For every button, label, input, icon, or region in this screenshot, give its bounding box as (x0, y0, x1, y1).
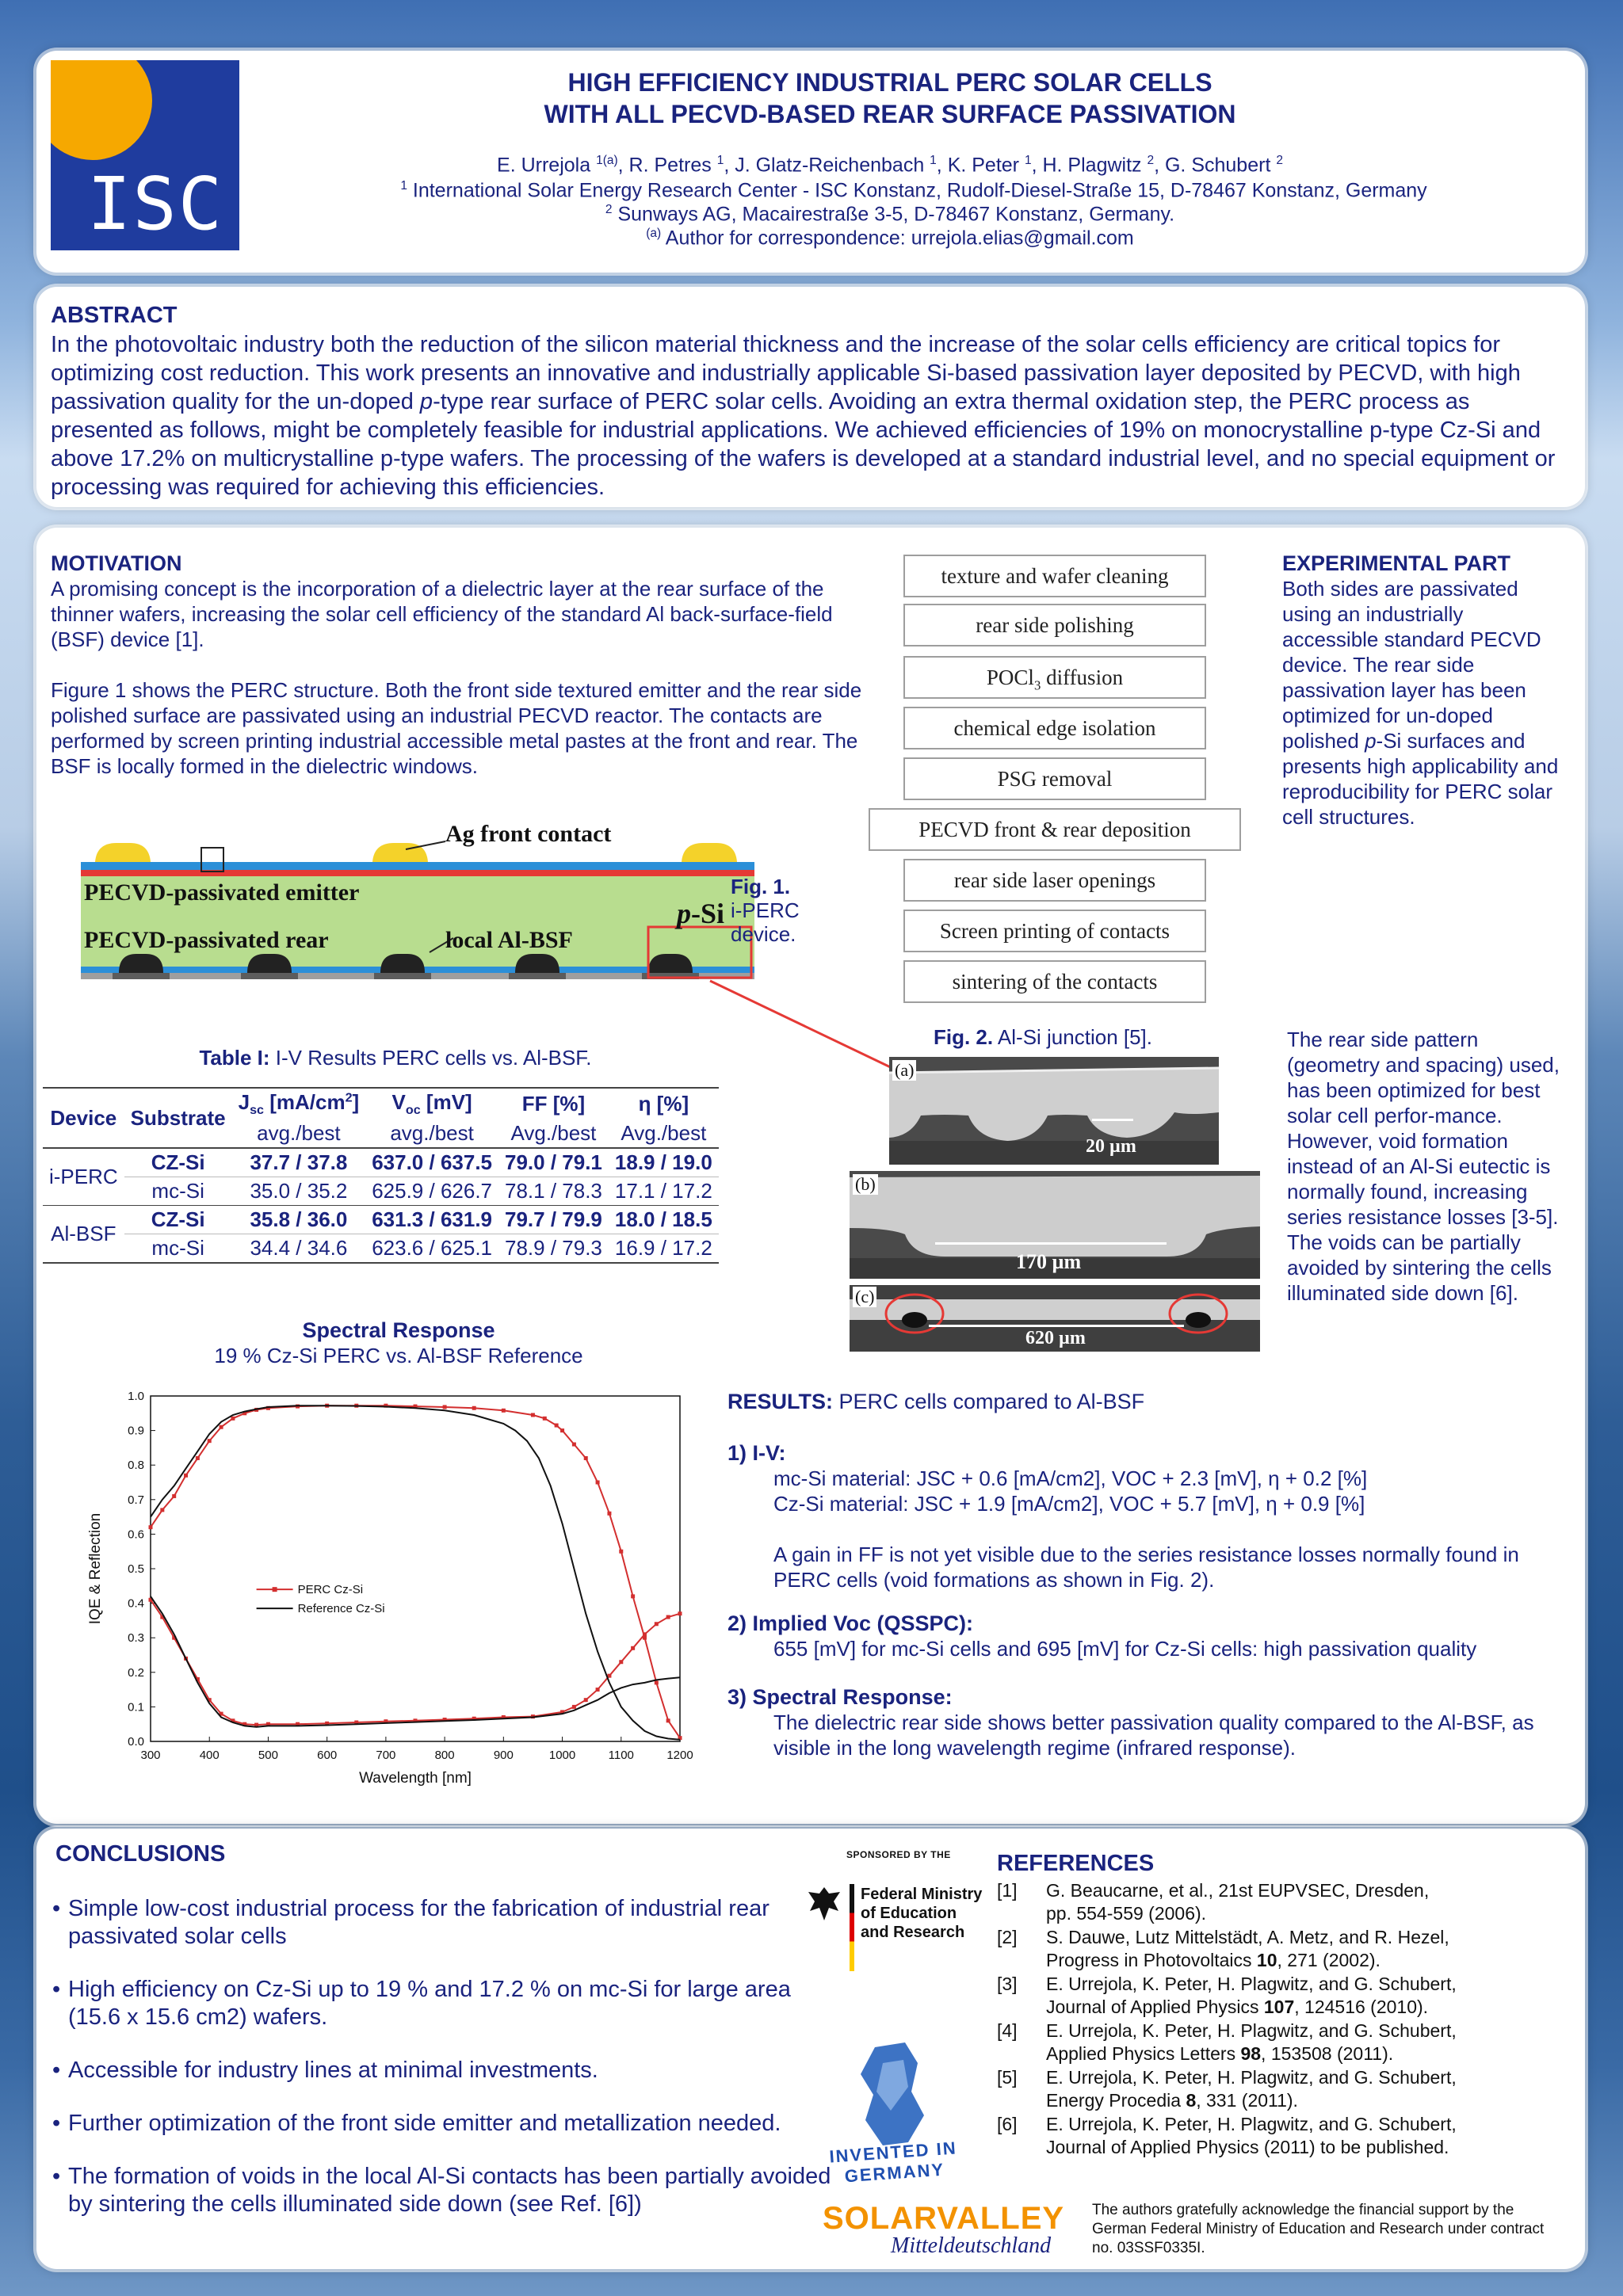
y-tick-label: 0.2 (128, 1665, 144, 1680)
y-tick-label: 1.0 (128, 1390, 144, 1403)
scale-bar-b (935, 1242, 1167, 1245)
x-tick-label: 1000 (548, 1749, 576, 1762)
x-tick-label: 600 (317, 1749, 338, 1762)
plot-area (151, 1396, 680, 1741)
x-tick-label: 400 (199, 1749, 220, 1762)
results-section (727, 1390, 1568, 1760)
list-item: • Simple low-cost industrial process for the fabrication of industrial rear passivated solar cells (52, 1896, 769, 1949)
invented-in-germany-logo (810, 2016, 976, 2187)
y-axis-label: IQE & Reflection (87, 1512, 104, 1625)
voc-result: 655 [mV] for mc-Si cells and 695 [mV] for Cz-Si cells: high passivation quality (773, 1637, 1477, 1661)
list-item: [6] E. Urrejola, K. Peter, H. Plagwitz, and G. Schubert, Journal of Applied Physics (2011) to be published. (997, 2114, 1457, 2157)
sr-result: The dielectric rear side shows better passivation quality compared to the Al-BSF, as visible in the long wavelength regime (infrared response). (773, 1711, 1534, 1760)
data-point (560, 1428, 564, 1432)
data-point (666, 1718, 670, 1722)
data-point (631, 1594, 635, 1598)
fig1-diagram (81, 821, 754, 979)
abstract-text: In the photovoltaic industry both the reduction of the silicon material thickness and the increase of the solar cells efficiency are critical topics for optimizing cost reduction. This work presents an innovative and industrially applicable Si-based passivation layer deposited by PECVD, with high passivation quality for the un-doped p-type rear surface of PERC solar cells. Avoiding an extra thermal oxidation step, the PERC process as presented as follows, might be completely feasible for industrial applications. We achieved efficiencies of 19% on monocrystalline p-type Cz-Si and above 17.2% on multicrystalline p-type wafers. The processing of the wafers is developed at a standard industrial level, and no special equipment or processing was required for achieving this efficiencies. (51, 332, 1556, 500)
ministry-line3: and Research (861, 1924, 965, 1941)
references-heading: REFERENCES (997, 1851, 1155, 1876)
list-item: [5] E. Urrejola, K. Peter, H. Plagwitz, and G. Schubert, Energy Procedia 8, 331 (2011). (997, 2067, 1457, 2111)
conclusions-list (52, 1895, 837, 2244)
label-passivated-rear: PECVD-passivated rear (84, 927, 329, 953)
data-point (655, 1622, 659, 1626)
data-point (584, 1456, 588, 1460)
scale-bar-a (1092, 1119, 1133, 1121)
sub-header: avg./best (257, 1121, 341, 1146)
x-axis-label: Wavelength [nm] (359, 1770, 472, 1787)
data-point (631, 1646, 635, 1650)
conclusions-heading: CONCLUSIONS (55, 1841, 226, 1867)
label-local-al-bsf: local Al-BSF (445, 927, 573, 953)
col-ff: FF [%] (521, 1092, 586, 1116)
data-point (572, 1705, 576, 1709)
y-tick-label: 0.1 (128, 1700, 144, 1714)
sponsored-by-label: SPONSORED BY THE (846, 1849, 951, 1860)
x-tick-label: 700 (376, 1749, 396, 1762)
solarvalley-text: SOLARVALLEY (823, 2201, 1065, 2236)
scale-label-c: 620 µm (1025, 1328, 1086, 1348)
results-heading: RESULTS: PERC cells compared to Al-BSF (727, 1390, 1145, 1413)
data-point (643, 1632, 647, 1636)
authors: E. Urrejola $^{1(a)}$, R. Petres $^1$, J. Glatz-Reichenbach $^1$, K. Peter $^1$, H. Plagwitz $^2$, G. Schubert $^2$ (497, 154, 1283, 177)
affiliation-1: $^1$ International Solar Energy Research Center - ISC Konstanz, Rudolf-Diesel-Straße 15, D-78467 Konstanz, Germany (400, 179, 1427, 202)
data-point (666, 1615, 670, 1619)
flow-step: texture and wafer cleaning (903, 555, 1206, 597)
table-row: i-PERC CZ-Si 37.7 / 37.8 637.0 / 637.5 79.0 / 79.1 18.9 / 19.0 (43, 1148, 719, 1177)
scale-label-a: 20 µm (1086, 1136, 1136, 1157)
emitter-layer (81, 870, 754, 876)
ministry-line1: Federal Ministry (861, 1886, 983, 1903)
y-tick-label: 0.4 (128, 1596, 144, 1611)
fig1-caption: Fig. 1. i-PERC device. (731, 875, 800, 946)
flow-step: sintering of the contacts (903, 960, 1206, 1003)
experimental-heading: EXPERIMENTAL PART (1282, 551, 1511, 575)
data-point (584, 1698, 588, 1702)
motivation-para1: A promising concept is the incorporation of a dielectric layer at the rear surface of the thinner wafers, increasing the solar cell efficiency of the standard Al back-surface-field (BSF) device [1]. (51, 577, 833, 651)
sem-image-c (850, 1285, 1260, 1352)
affiliation-correspondence: $^{(a)}$ Author for correspondence: urrejola.elias@gmail.com (646, 227, 1134, 250)
poster-title-line1: HIGH EFFICIENCY INDUSTRIAL PERC SOLAR CELLS (567, 68, 1212, 97)
label-ag-front-contact: Ag front contact (445, 821, 612, 847)
front-passivation-layer (81, 862, 754, 870)
data-point (572, 1443, 576, 1447)
iv-heading: 1) I-V: (727, 1441, 786, 1465)
y-tick-label: 0.3 (128, 1631, 144, 1646)
data-point (231, 1417, 235, 1421)
data-point (160, 1508, 164, 1512)
flow-step: PECVD front & rear deposition (869, 808, 1241, 851)
sem-image-a (889, 1057, 1219, 1165)
x-tick-label: 500 (258, 1749, 278, 1762)
y-tick-label: 0.9 (128, 1424, 144, 1438)
affiliation-2: $^2$ Sunways AG, Macairestraße 3-5, D-78467 Konstanz, Germany. (605, 203, 1175, 226)
data-point (220, 1425, 223, 1429)
col-device: Device (50, 1105, 117, 1130)
references-list (997, 1879, 1568, 2160)
flow-step: POCl$_3$ diffusion (903, 656, 1206, 699)
sub-header: avg./best (390, 1121, 474, 1146)
list-item: [4] E. Urrejola, K. Peter, H. Plagwitz, and G. Schubert, Applied Physics Letters 98, 153508 (2011). (997, 2020, 1457, 2064)
x-tick-label: 1200 (666, 1749, 693, 1762)
scale-bar-c (929, 1325, 1184, 1327)
y-tick-label: 0.7 (128, 1493, 144, 1507)
list-item: • High efficiency on Cz-Si up to 19 % and 17.2 % on mc-Si for large area (15.6 x 15.6 cm2) wafers. (52, 1977, 791, 2030)
bottom-panel (36, 1829, 1585, 2269)
poster-title-line2: WITH ALL PECVD-BASED REAR SURFACE PASSIVATION (544, 100, 1236, 128)
table1-caption: Table I: I-V Results PERC cells vs. Al-BSF. (199, 1046, 592, 1070)
iv-ff-note: A gain in FF is not yet visible due to the series resistance losses normally found in PERC cells (void formations as shown in Fig. 2). (773, 1543, 1519, 1592)
flow-step: chemical edge isolation (903, 707, 1206, 749)
sr-heading: 3) Spectral Response: (727, 1685, 953, 1709)
abstract-panel (36, 287, 1585, 507)
data-point (172, 1494, 176, 1498)
solarvalley-logo (823, 2201, 1076, 2259)
label-b: (b) (853, 1174, 878, 1195)
data-point (619, 1550, 623, 1554)
data-point (208, 1439, 212, 1443)
sub-header: Avg./best (510, 1121, 597, 1146)
data-point (196, 1456, 200, 1460)
sun-icon (51, 60, 152, 160)
table-row: mc-Si 34.4 / 34.6 623.6 / 625.1 78.9 / 79.3 16.9 / 17.2 (43, 1234, 719, 1264)
data-point (543, 1417, 547, 1421)
header-panel (36, 51, 1585, 273)
data-point (596, 1688, 600, 1691)
mitteldeutschland-text: Mitteldeutschland (891, 2233, 1052, 2258)
ministry-line2: of Education (861, 1905, 957, 1922)
table-row: Al-BSF CZ-Si 35.8 / 36.0 631.3 / 631.9 79.7 / 79.9 18.0 / 18.5 (43, 1206, 719, 1234)
label-a: (a) (892, 1060, 916, 1081)
abstract-heading: ABSTRACT (51, 303, 178, 328)
list-item: • The formation of voids in the local Al-Si contacts has been partially avoided by sintering the cells illuminated side down (see Ref. [6]) (52, 2164, 831, 2217)
list-item: [2] S. Dauwe, Lutz Mittelstädt, A. Metz, and R. Hezel, Progress in Photovoltaics 10, 271 (2002). (997, 1927, 1449, 1970)
voc-heading: 2) Implied Voc (QSSPC): (727, 1611, 974, 1635)
iv-results-table (43, 1087, 719, 1264)
x-tick-label: 300 (140, 1749, 161, 1762)
chart-subtitle: 19 % Cz-Si PERC vs. Al-BSF Reference (214, 1344, 583, 1367)
legend-marker (273, 1587, 277, 1592)
eagle-icon (805, 1884, 843, 1924)
iv-cz-result: Cz-Si material: JSC + 1.9 [mA/cm2], VOC + 5.7 [mV], η + 0.9 [%] (773, 1492, 1365, 1516)
flow-step: rear side polishing (903, 604, 1206, 646)
data-point (472, 1406, 476, 1410)
x-tick-label: 1100 (608, 1749, 634, 1762)
data-point (555, 1424, 559, 1428)
chart-title: Spectral Response (302, 1318, 495, 1342)
y-tick-label: 0.5 (128, 1562, 144, 1576)
y-tick-label: 0.0 (128, 1735, 144, 1749)
list-item: • Further optimization of the front side emitter and metallization needed. (52, 2111, 781, 2136)
data-point (502, 1409, 506, 1413)
bmbf-logo (805, 1884, 987, 1973)
list-item: [3] E. Urrejola, K. Peter, H. Plagwitz, and G. Schubert, Journal of Applied Physics 107, 124516 (2010). (997, 1974, 1457, 2017)
front-contact-3 (682, 843, 737, 862)
y-tick-label: 0.8 (128, 1459, 144, 1473)
data-point (531, 1413, 535, 1417)
spectral-response-chart (84, 1383, 766, 1827)
flow-step: Screen printing of contacts (903, 910, 1206, 952)
data-point (619, 1660, 623, 1664)
table-row: mc-Si 35.0 / 35.2 625.9 / 626.7 78.1 / 78.3 17.1 / 17.2 (43, 1177, 719, 1206)
col-eta: η [%] (638, 1092, 689, 1116)
data-point (678, 1611, 682, 1615)
iv-mc-result: mc-Si material: JSC + 0.6 [mA/cm2], VOC + 2.3 [mV], η + 0.2 [%] (773, 1466, 1368, 1490)
scale-label-b: 170 µm (1016, 1250, 1082, 1273)
data-point (149, 1525, 153, 1529)
legend-entry: Reference Cz-Si (297, 1602, 385, 1616)
col-jsc: $J_{sc}$ $[mA/cm^2]$ (238, 1090, 360, 1118)
logo-text: ISC (87, 162, 224, 246)
motivation-heading: MOTIVATION (51, 551, 182, 575)
label-p-si: p-Si (677, 898, 725, 929)
fig2-caption: Fig. 2. Al-Si junction [5]. (934, 1025, 1153, 1049)
acknowledgement: The authors gratefully acknowledge the financial support by the German Federal Ministry of Education and Research under contract no. 03SSF0335I. (1092, 2202, 1545, 2256)
list-item: • Accessible for industry lines at minimal investments. (52, 2058, 598, 2083)
data-point (655, 1680, 659, 1684)
rear-pattern-text: The rear side pattern (geometry and spacing) used, has been optimized for best solar cell perfor-mance. However, void formation instead of an Al-Si eutectic is normally found, increasing series resistance losses [3-5]. The voids can be partially avoided by sintering the cells illuminated side down [6]. (1287, 1028, 1560, 1305)
label-c: (c) (853, 1287, 876, 1307)
sem-image-b (850, 1171, 1260, 1279)
invented-text: INVENTED IN GERMANY (828, 2138, 958, 2187)
experimental-text: Both sides are passivated using an industrially accessible standard PECVD device. The rear side passivation layer has been optimized for un-doped polished p-Si surfaces and presents high applicability and reproducibility for PERC solar cell structures. (1282, 577, 1559, 829)
x-tick-label: 900 (493, 1749, 514, 1762)
col-substrate: Substrate (130, 1105, 226, 1130)
flow-step: PSG removal (903, 757, 1206, 800)
sub-header: Avg./best (621, 1121, 707, 1146)
flag-bar (850, 1884, 854, 1971)
data-point (596, 1481, 600, 1485)
y-tick-label: 0.6 (128, 1527, 144, 1542)
data-point (607, 1512, 611, 1516)
data-point (184, 1474, 188, 1478)
motivation-section (51, 551, 875, 779)
legend-entry: PERC Cz-Si (297, 1583, 364, 1597)
label-passivated-emitter: PECVD-passivated emitter (84, 879, 360, 906)
front-contact-1 (95, 843, 151, 862)
iv-table (43, 1087, 719, 1264)
flow-step: rear side laser openings (903, 859, 1206, 902)
data-point (443, 1405, 447, 1409)
motivation-para2: Figure 1 shows the PERC structure. Both the front side textured emitter and the rear side polished surface are passivated using an industrial PECVD reactor. The contacts are performed by screen printing industrial accessible metal pastes at the front and rear. The BSF is locally formed in the dielectric windows. (51, 678, 862, 778)
experimental-section (1282, 551, 1560, 830)
list-item: [1] G. Beaucarne, et al., 21st EUPVSEC, Dresden, pp. 554-559 (2006). (997, 1880, 1430, 1924)
main-panel (36, 528, 1585, 1824)
x-tick-label: 800 (434, 1749, 455, 1762)
col-voc: $V_{oc}$ [mV] (391, 1090, 472, 1118)
